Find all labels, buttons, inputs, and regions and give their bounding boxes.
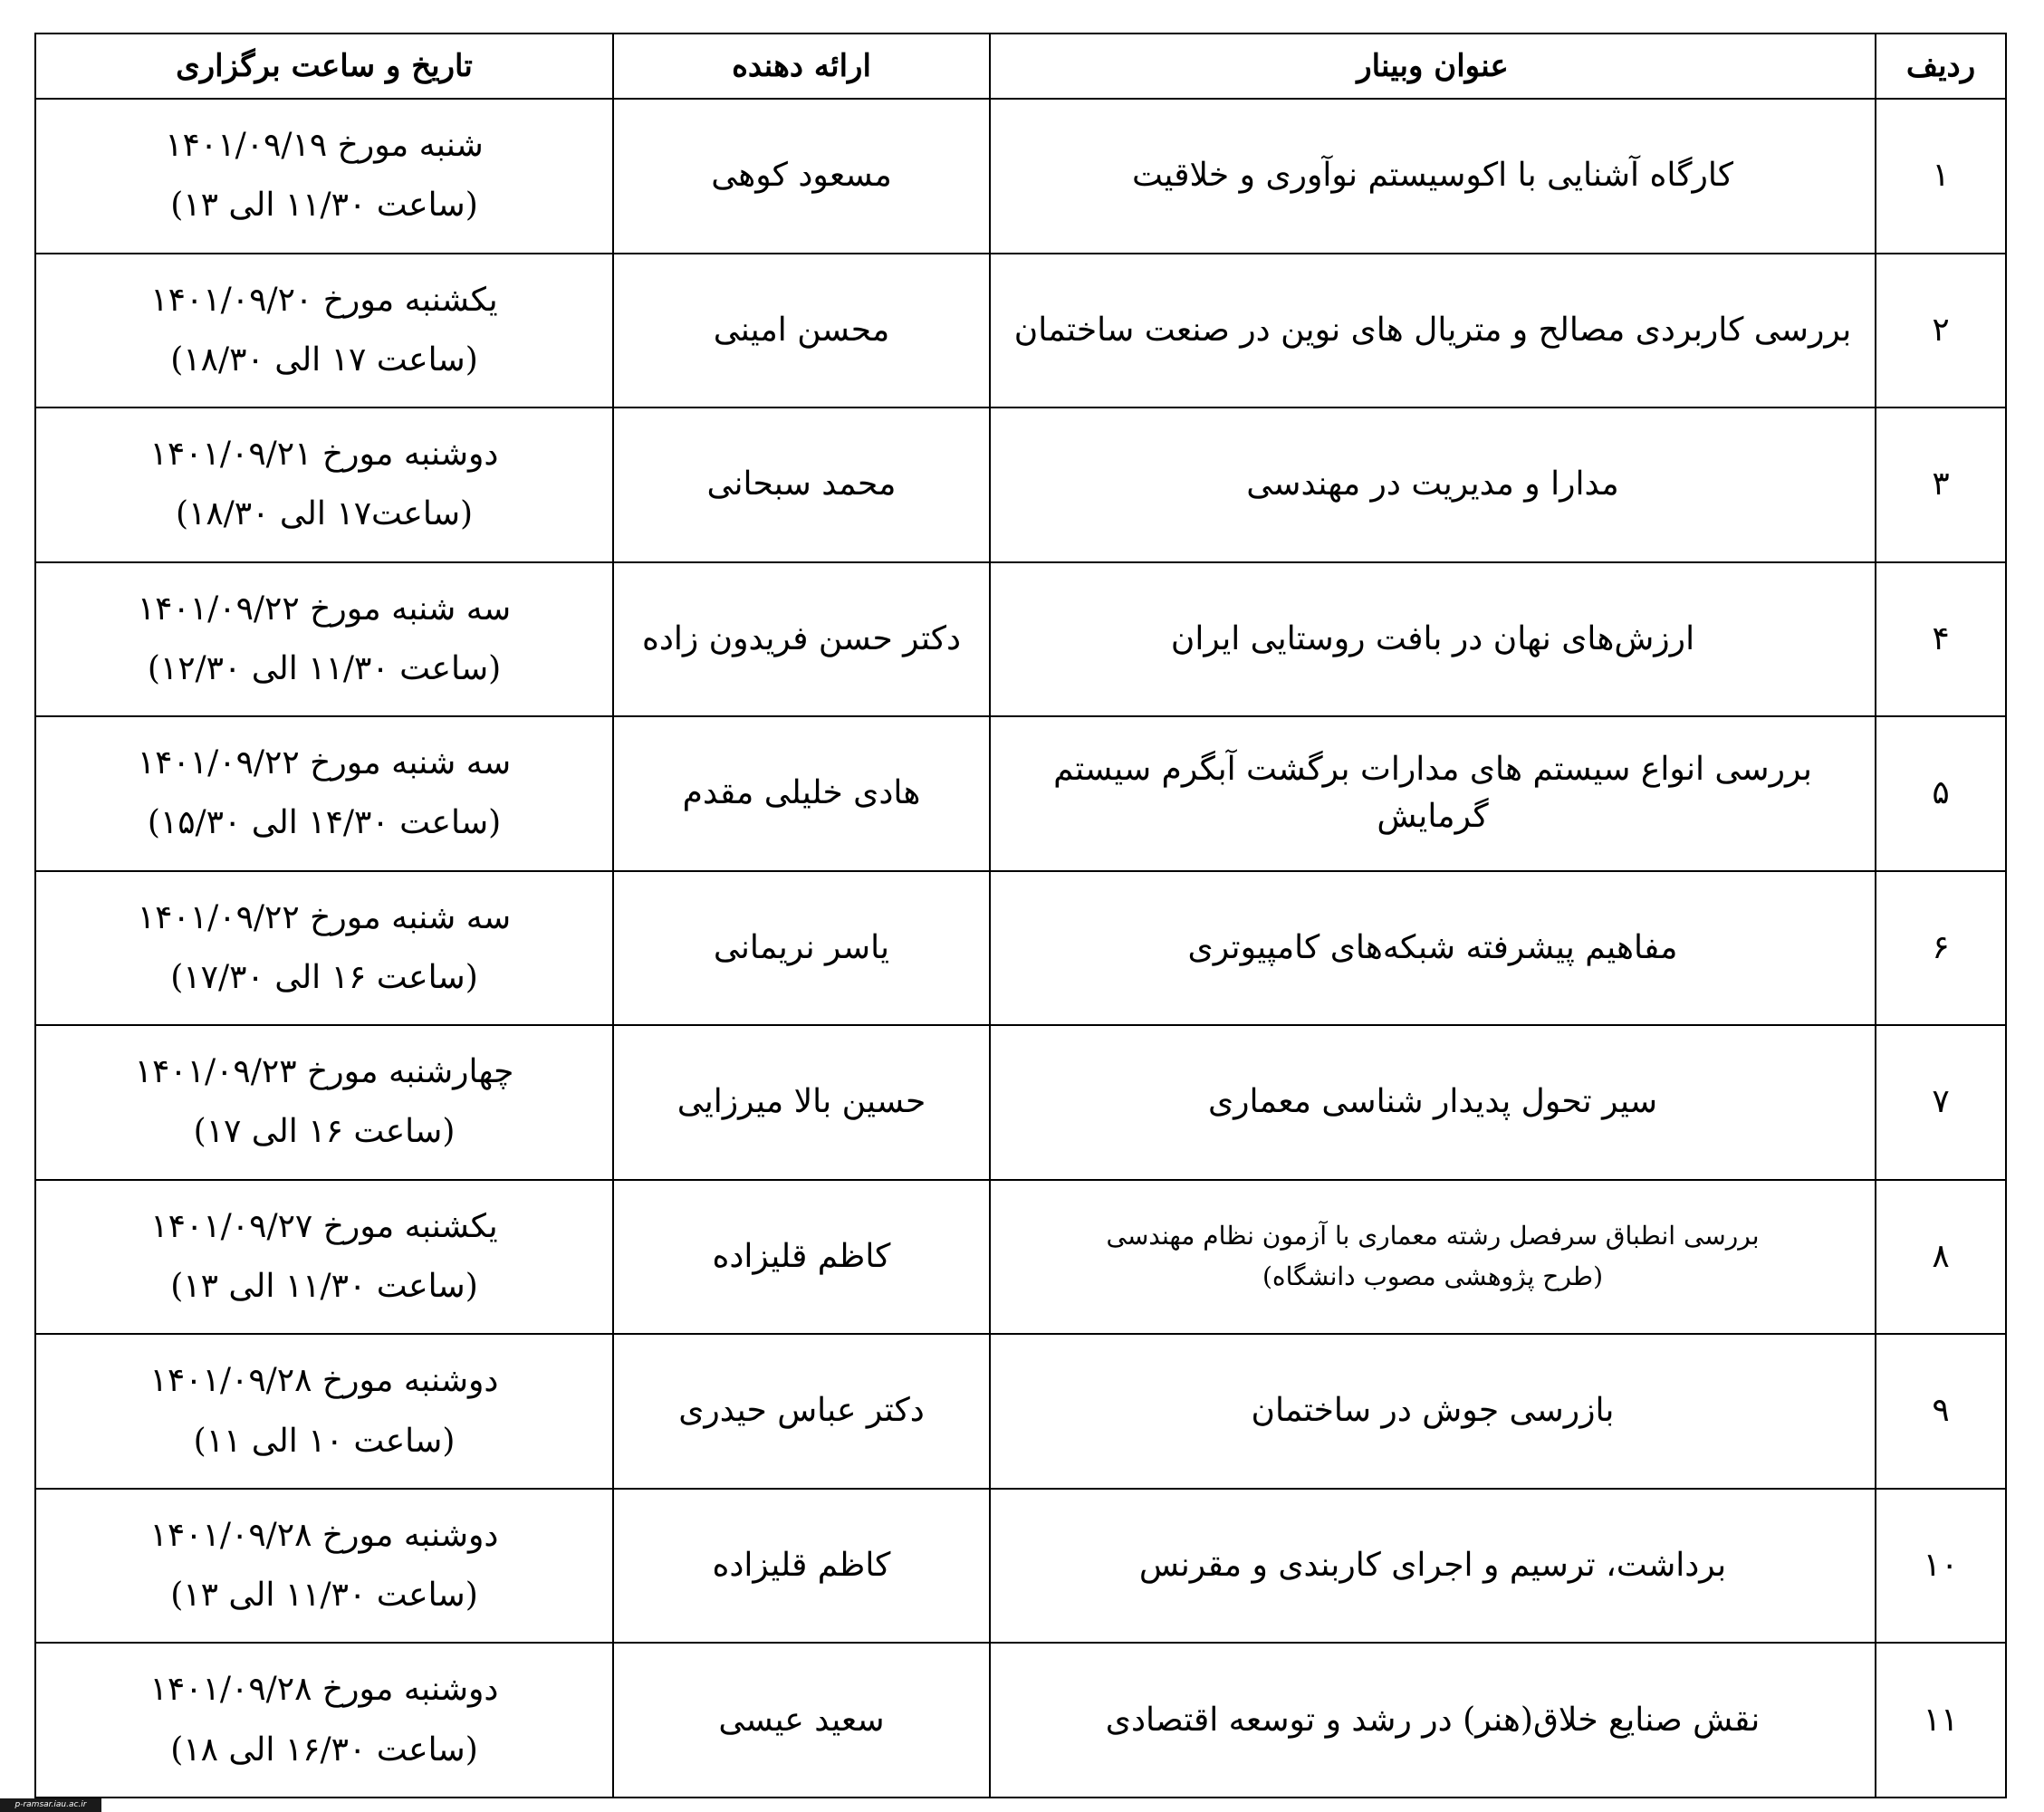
- webinar-time: (ساعت ۱۱/۳۰ الی ۱۳): [170, 1267, 478, 1305]
- table-row: [35, 871, 2006, 1026]
- table-row: [35, 1180, 2006, 1335]
- webinar-date: سه شنبه مورخ ۱۴۰۱/۰۹/۲۲: [137, 898, 512, 936]
- header-webinar-title: عنوان وبینار: [990, 34, 1876, 99]
- webinar-date: دوشنبه مورخ ۱۴۰۱/۰۹/۲۸: [149, 1362, 499, 1400]
- presenter-name: مسعود کوهی: [613, 99, 990, 254]
- webinar-date: چهارشنبه مورخ ۱۴۰۱/۰۹/۲۳: [134, 1053, 514, 1091]
- header-row-number: ردیف: [1876, 34, 2006, 99]
- presenter-name: سعید عیسی: [613, 1643, 990, 1798]
- row-number: ۳: [1876, 407, 2006, 562]
- row-number: ۵: [1876, 716, 2006, 871]
- date-time-cell: [35, 871, 613, 1026]
- webinar-title-cell: [990, 1180, 1876, 1335]
- webinar-title: سیر تحول پدیدار شناسی معماری: [990, 1025, 1876, 1180]
- webinar-date: یکشنبه مورخ ۱۴۰۱/۰۹/۲۰: [150, 281, 498, 319]
- webinar-title: بررسی کاربردی مصالح و متریال های نوین در صنعت ساختمان: [990, 254, 1876, 408]
- webinar-title: بررسی انطباق سرفصل رشته معماری با آزمون نظام مهندسی: [1106, 1221, 1760, 1251]
- presenter-name: کاظم قلیزاده: [613, 1489, 990, 1644]
- row-number: ۱۰: [1876, 1489, 2006, 1644]
- webinar-time: (ساعت۱۷ الی ۱۸/۳۰): [175, 495, 474, 533]
- presenter-name: محمد سبحانی: [613, 407, 990, 562]
- table-row: [35, 1489, 2006, 1644]
- webinar-time: (ساعت ۱۱/۳۰ الی ۱۳): [170, 187, 478, 225]
- webinar-time: (ساعت ۱۷ الی ۱۸/۳۰): [170, 340, 478, 379]
- table-row: [35, 1334, 2006, 1489]
- webinar-time: (ساعت ۱۶ الی ۱۷/۳۰): [170, 958, 478, 996]
- table-row: [35, 407, 2006, 562]
- webinar-schedule-sheet: [34, 33, 2005, 1798]
- webinar-time: (ساعت ۱۴/۳۰ الی ۱۵/۳۰): [147, 804, 502, 842]
- row-number: ۴: [1876, 562, 2006, 717]
- presenter-name: هادی خلیلی مقدم: [613, 716, 990, 871]
- header-date-time: تاریخ و ساعت برگزاری: [35, 34, 613, 99]
- date-time-cell: [35, 99, 613, 254]
- webinar-date: سه شنبه مورخ ۱۴۰۱/۰۹/۲۲: [137, 590, 512, 628]
- row-number: ۱۱: [1876, 1643, 2006, 1798]
- row-number: ۹: [1876, 1334, 2006, 1489]
- webinar-schedule-table: [34, 33, 2007, 1798]
- date-time-cell: [35, 407, 613, 562]
- presenter-name: دکتر عباس حیدری: [613, 1334, 990, 1489]
- date-time-cell: [35, 254, 613, 408]
- table-row: [35, 562, 2006, 717]
- table-row: [35, 254, 2006, 408]
- webinar-time: (ساعت ۱۱/۳۰ الی ۱۲/۳۰): [147, 649, 502, 687]
- table-row: [35, 99, 2006, 254]
- webinar-title: برداشت، ترسیم و اجرای کاربندی و مقرنس: [990, 1489, 1876, 1644]
- table-row: [35, 1025, 2006, 1180]
- row-number: ۷: [1876, 1025, 2006, 1180]
- row-number: ۸: [1876, 1180, 2006, 1335]
- webinar-date: دوشنبه مورخ ۱۴۰۱/۰۹/۲۸: [149, 1516, 499, 1554]
- presenter-name: دکتر حسن فریدون زاده: [613, 562, 990, 717]
- site-watermark: p-ramsar.iau.ac.ir: [0, 1798, 101, 1812]
- date-time-cell: [35, 716, 613, 871]
- webinar-time: (ساعت ۱۰ الی ۱۱): [193, 1422, 456, 1460]
- webinar-date: دوشنبه مورخ ۱۴۰۱/۰۹/۲۱: [149, 436, 499, 474]
- webinar-time: (ساعت ۱۶/۳۰ الی ۱۸): [170, 1731, 478, 1769]
- webinar-title: ارزش‌های نهان در بافت روستایی ایران: [990, 562, 1876, 717]
- date-time-cell: [35, 1025, 613, 1180]
- table-row: [35, 1643, 2006, 1798]
- webinar-title: مفاهیم پیشرفته شبکه‌های کامپیوتری: [990, 871, 1876, 1026]
- presenter-name: حسین بالا میرزایی: [613, 1025, 990, 1180]
- webinar-title: بازرسی جوش در ساختمان: [990, 1334, 1876, 1489]
- webinar-title: کارگاه آشنایی با اکوسیستم نوآوری و خلاقیت: [990, 99, 1876, 254]
- date-time-cell: [35, 1180, 613, 1335]
- date-time-cell: [35, 562, 613, 717]
- webinar-title-note: (طرح پژوهشی مصوب دانشگاه): [1262, 1261, 1603, 1291]
- presenter-name: کاظم قلیزاده: [613, 1180, 990, 1335]
- webinar-title: مدارا و مدیریت در مهندسی: [990, 407, 1876, 562]
- webinar-date: سه شنبه مورخ ۱۴۰۱/۰۹/۲۲: [137, 744, 512, 782]
- row-number: ۱: [1876, 99, 2006, 254]
- webinar-date: یکشنبه مورخ ۱۴۰۱/۰۹/۲۷: [150, 1207, 498, 1245]
- webinar-time: (ساعت ۱۶ الی ۱۷): [193, 1113, 456, 1151]
- date-time-cell: [35, 1489, 613, 1644]
- webinar-date: دوشنبه مورخ ۱۴۰۱/۰۹/۲۸: [149, 1671, 499, 1709]
- row-number: ۲: [1876, 254, 2006, 408]
- presenter-name: محسن امینی: [613, 254, 990, 408]
- date-time-cell: [35, 1643, 613, 1798]
- date-time-cell: [35, 1334, 613, 1489]
- webinar-time: (ساعت ۱۱/۳۰ الی ۱۳): [170, 1577, 478, 1615]
- webinar-date: شنبه مورخ ۱۴۰۱/۰۹/۱۹: [165, 127, 484, 165]
- header-presenter: ارائه دهنده: [613, 34, 990, 99]
- row-number: ۶: [1876, 871, 2006, 1026]
- table-row: [35, 716, 2006, 871]
- webinar-title: نقش صنایع خلاق(هنر) در رشد و توسعه اقتصادی: [990, 1643, 1876, 1798]
- header-row: [35, 34, 2006, 99]
- presenter-name: یاسر نریمانی: [613, 871, 990, 1026]
- webinar-title: بررسی انواع سیستم های مدارات برگشت آبگرم سیستم گرمایش: [990, 716, 1876, 871]
